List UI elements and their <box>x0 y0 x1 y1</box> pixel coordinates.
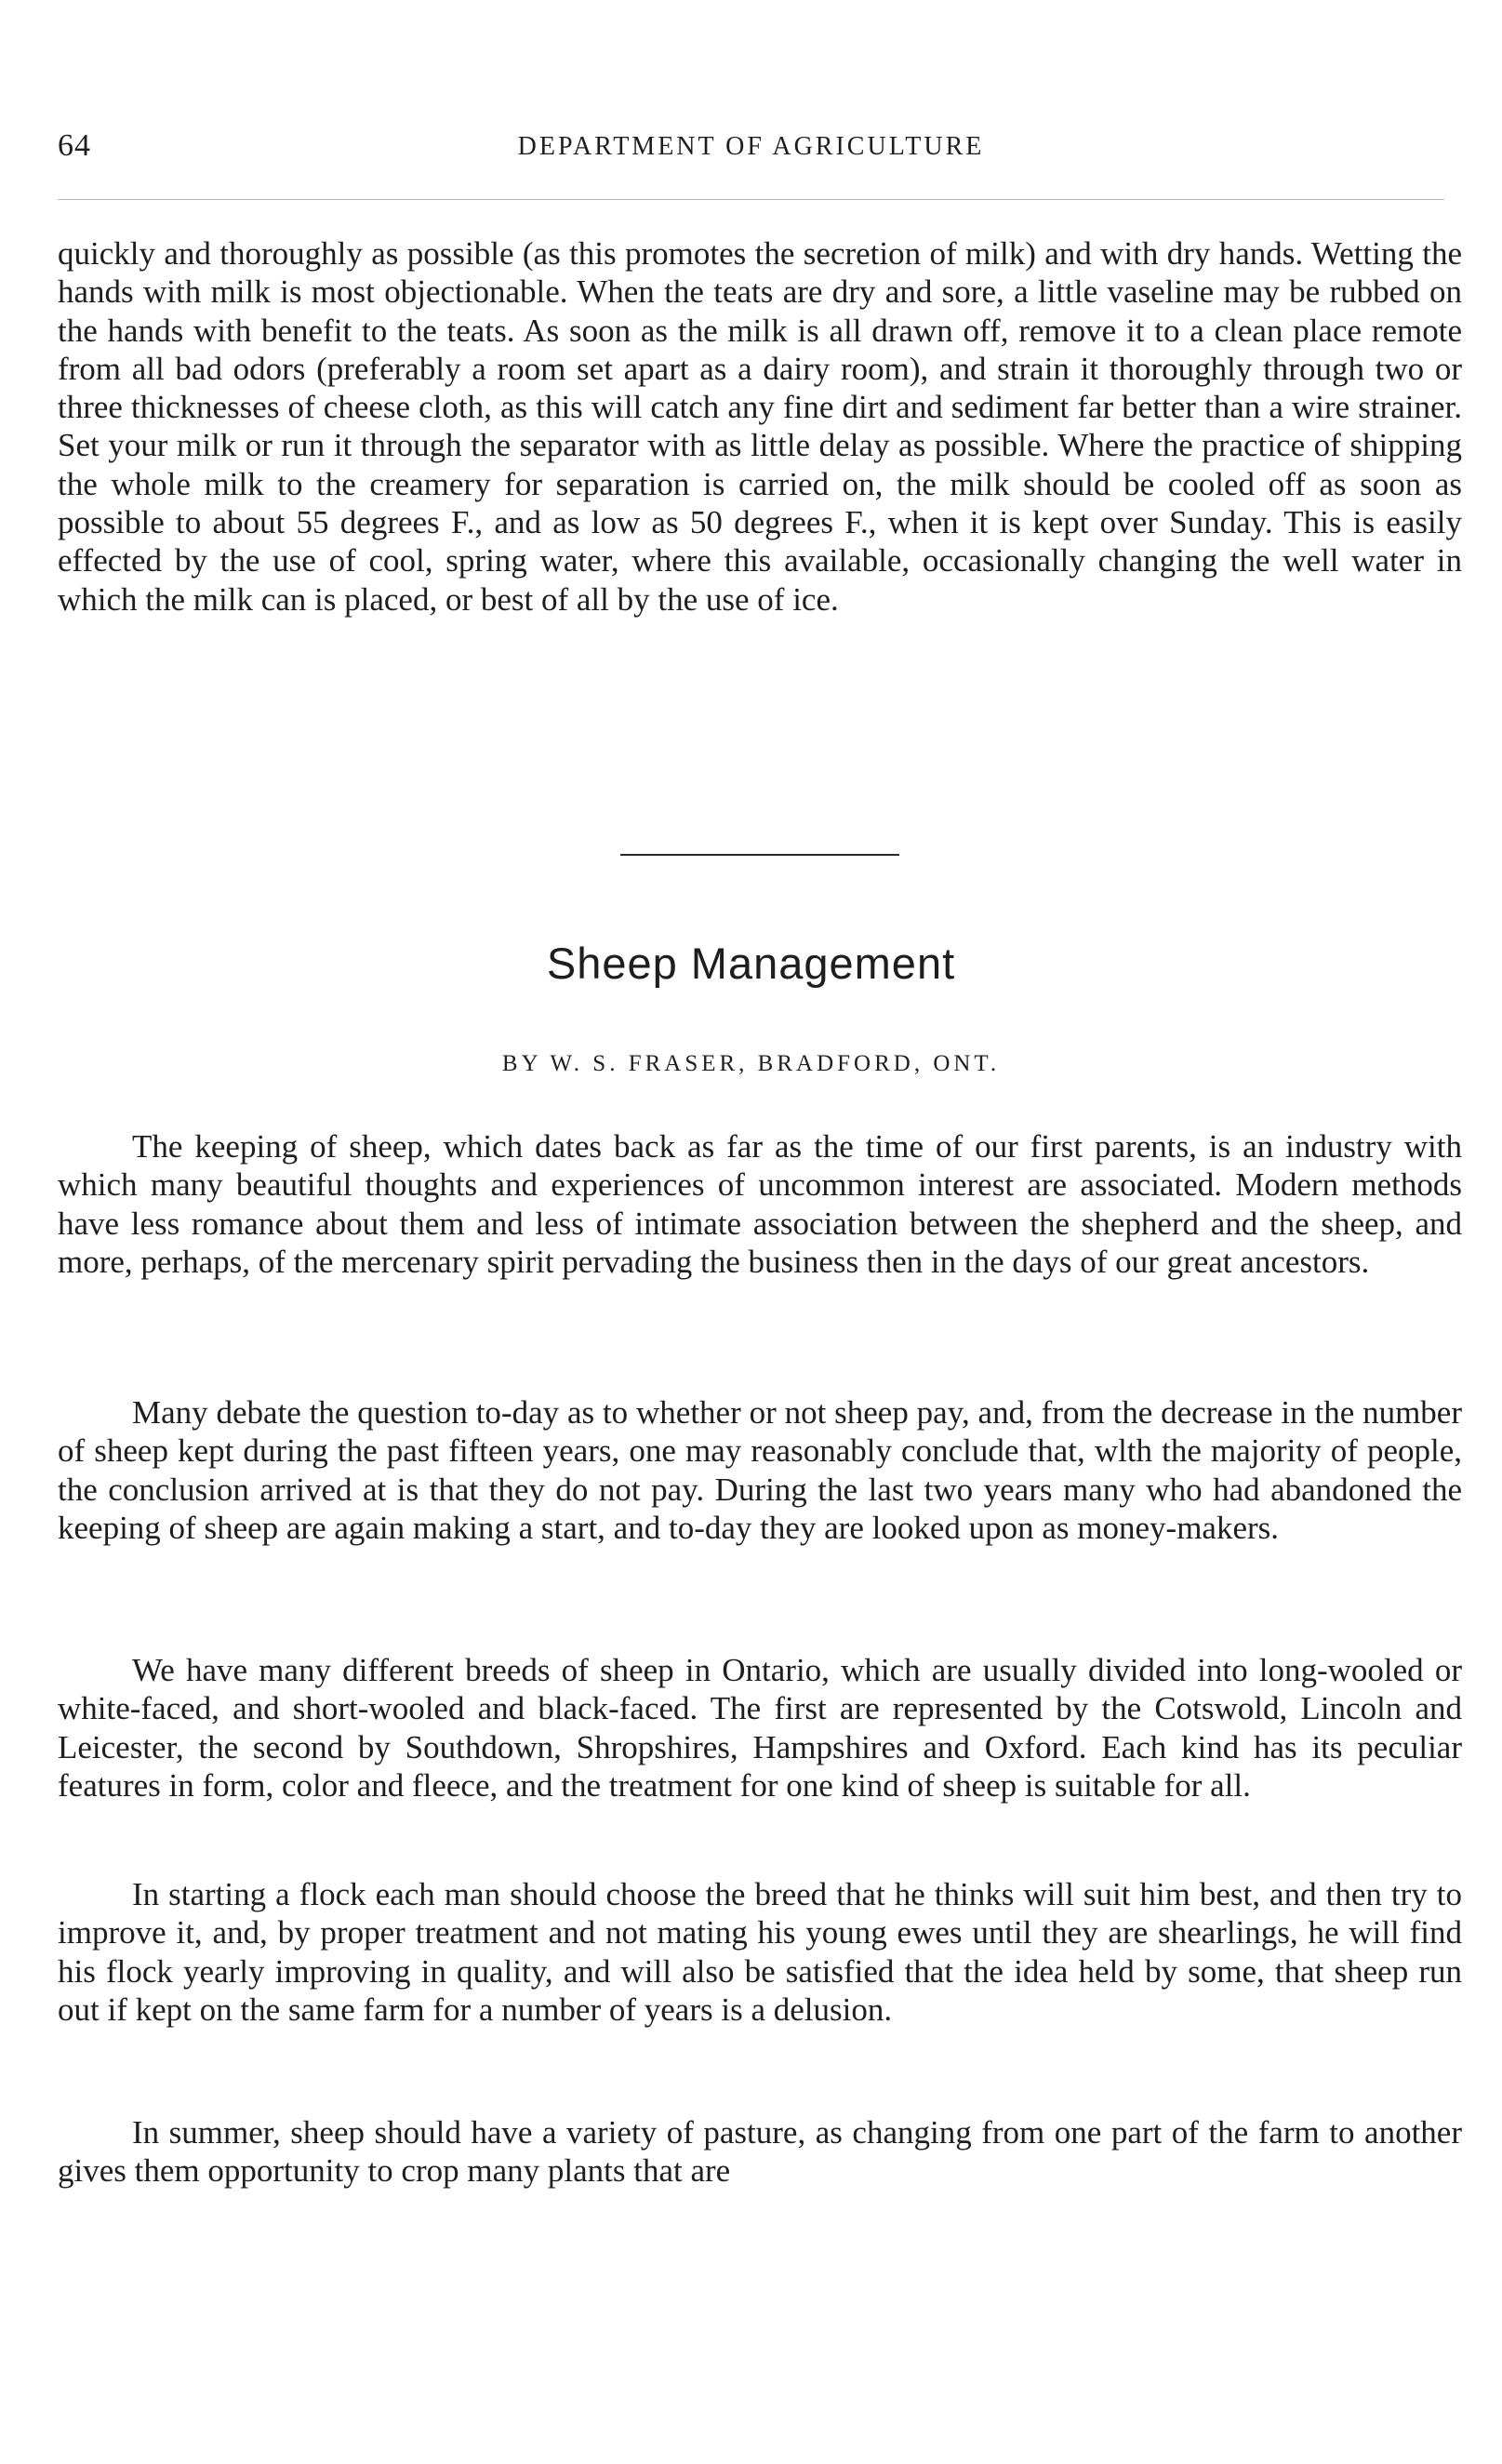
article-paragraph-5: In summer, sheep should have a variety of pasture, as changing from one part of the farm to another gives them opportunity to crop many plants that are <box>58 2114 1462 2190</box>
article-paragraph-3: We have many different breeds of sheep in Ontario, which are usually divided into long-wooled or white-faced, and short-wooled and black-faced. The first are represented by the Cotswold, Lincoln and Leicester, the second by Southdown, Shropshires, Hampshires and Oxford. Each kind has its peculiar features in form, color and fleece, and the treatment for one kind of sheep is suitable for all. <box>58 1652 1462 1804</box>
section-divider <box>620 854 899 856</box>
running-head: DEPARTMENT OF AGRICULTURE <box>517 132 985 161</box>
article-byline: BY W. S. FRASER, BRADFORD, ONT. <box>501 1051 1001 1076</box>
article-paragraph-1: The keeping of sheep, which dates back as far as the time of our first parents, is an industry with which many beautiful thoughts and experiences of uncommon interest are associated. Modern methods have less romance about them and less of intimate association between the shepherd and the sheep, and more, perhaps, of the mercenary spirit pervading the business then in the days of our great ancestors. <box>58 1128 1462 1280</box>
header-rule <box>58 199 1444 200</box>
page-number: 64 <box>58 128 91 163</box>
article-paragraph-4: In starting a flock each man should choose the breed that he thinks will suit him best, and then try to improve it, and, by proper treatment and not mating his young ewes until they are shearlings, he will find his flock yearly improving in quality, and will also be satisfied that the idea held by some, that sheep run out if kept on the same farm for a number of years is a delusion. <box>58 1876 1462 2028</box>
page-header <box>58 128 1444 169</box>
continuation-paragraph: quickly and thoroughly as possible (as this promotes the secretion of milk) and with dry hands. Wetting the hands with milk is most objectionable. When the teats are dry and sore, a little vaseline may be rubbed on the hands with benefit to the teats. As soon as the milk is all drawn off, remove it to a clean place remote from all bad odors (preferably a room set apart as a dairy room), and strain it thoroughly through two or three thicknesses of cheese cloth, as this will catch any fine dirt and sediment far better than a wire strainer. Set your milk or run it through the separator with as little delay as possible. Where the practice of shipping the whole milk to the creamery for separation is carried on, the milk should be cooled off as soon as possible to about 55 degrees F., and as low as 50 degrees F., when it is kept over Sunday. This is easily effected by the use of cool, spring water, where this available, occasionally changing the well water in which the milk can is placed, or best of all by the use of ice. <box>58 235 1462 618</box>
article-paragraph-2: Many debate the question to-day as to whether or not sheep pay, and, from the decrease in the number of sheep kept during the past fifteen years, one may reasonably conclude that, wlth the majority of people, the conclusion arrived at is that they do not pay. During the last two years many who had abandoned the keeping of sheep are again making a start, and to-day they are looked upon as money-makers. <box>58 1394 1462 1546</box>
article-title: Sheep Management <box>546 939 956 988</box>
